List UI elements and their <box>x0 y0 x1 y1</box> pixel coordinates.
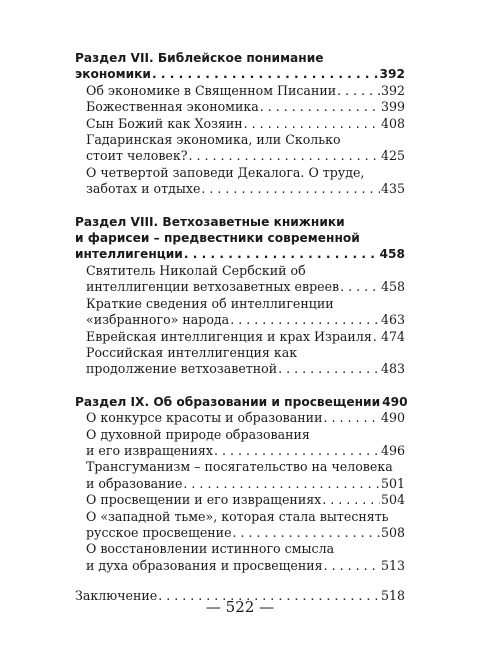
leader-dots <box>324 558 380 574</box>
entry-text: «избранного» народа <box>86 312 230 328</box>
leader-dots <box>214 443 380 459</box>
entry-text: О духовной природе образования <box>86 426 310 442</box>
leader-dots <box>337 83 380 99</box>
entry-text: О «западной тьме», которая стала вытеснять <box>86 508 389 524</box>
page-number: 496 <box>380 442 405 458</box>
section-heading-entry[interactable] <box>75 66 405 82</box>
toc-entry[interactable] <box>75 165 405 198</box>
toc-entry[interactable] <box>75 132 405 165</box>
entry-text: Об экономике в Священном Писании <box>86 82 337 98</box>
entry-text: Святитель Николай Сербский об <box>86 262 306 278</box>
leader-dots <box>183 476 380 492</box>
toc-entry[interactable] <box>75 116 405 132</box>
section-heading-text: Раздел IX. Об образовании и просвещении <box>75 394 381 409</box>
page-number: 513 <box>380 557 405 573</box>
leader-dots <box>278 361 380 377</box>
page-number: 458 <box>380 279 405 295</box>
entry-text: интеллигенции ветхозаветных евреев <box>86 279 340 295</box>
page-number: 463 <box>380 312 405 328</box>
leader-dots <box>323 410 379 426</box>
entry-text: продолжение ветхозаветной <box>86 361 278 377</box>
toc-section <box>75 214 405 378</box>
page-number: 483 <box>380 361 405 377</box>
toc-entry[interactable] <box>75 410 405 426</box>
entry-text: и его извращениях <box>86 442 213 458</box>
page-number: 504 <box>380 492 405 508</box>
section-heading-line: Раздел VII. Библейское понимание <box>75 51 324 65</box>
page-number: 392 <box>379 67 405 82</box>
toc-section <box>75 394 408 574</box>
page-number: 392 <box>380 82 405 98</box>
entry-text: Божественная экономика <box>86 99 259 115</box>
entry-text: Российская интеллигенция как <box>86 344 298 360</box>
toc-entry[interactable] <box>75 99 405 115</box>
leader-dots <box>233 525 380 541</box>
toc-entry[interactable] <box>75 296 405 329</box>
page-number: 458 <box>379 247 405 262</box>
leader-dots <box>230 312 380 328</box>
entry-text: Сын Божий как Хозяин <box>86 115 243 131</box>
entry-text: О восстановлении истинного смысла <box>86 541 335 557</box>
entry-text: Трансгуманизм – посягательство на человека <box>86 459 393 475</box>
table-of-contents <box>75 50 408 605</box>
leader-dots <box>340 279 380 295</box>
entry-text: Краткие сведения об интеллигенции <box>86 295 334 311</box>
entry-text: О четвертой заповеди Декалога. О труде, <box>86 164 365 180</box>
entry-text: О просвещении и его извращениях <box>86 492 322 508</box>
toc-entry[interactable] <box>75 263 405 296</box>
entry-text: и образование <box>86 475 183 491</box>
entry-text: Еврейская интеллигенция и крах Израиля <box>86 328 372 344</box>
toc-entry[interactable] <box>75 459 405 492</box>
section-heading-line: Раздел VIII. Ветхозаветные книжники <box>75 214 345 229</box>
section-heading-text: экономики <box>75 67 151 82</box>
section-heading-entry[interactable] <box>75 246 405 262</box>
entry-text: и духа образования и просвещения <box>86 557 323 573</box>
entry-text: заботах и отдыхе <box>86 181 201 197</box>
entry-text: Заключение <box>75 588 158 604</box>
entry-text: Гадаринская экономика, или Сколько <box>86 132 341 148</box>
section-heading-text: интеллигенции <box>75 247 183 262</box>
page-number: 501 <box>380 475 405 491</box>
page-number: 399 <box>380 99 405 115</box>
toc-entry[interactable] <box>75 329 405 345</box>
page-number: 474 <box>380 328 405 344</box>
section-heading-line: и фарисеи – предвестники современной <box>75 231 360 246</box>
entry-text: стоит человек? <box>86 148 188 164</box>
toc-entry[interactable] <box>75 83 405 99</box>
leader-dots <box>189 148 380 164</box>
leader-dots <box>152 66 379 82</box>
entry-text: О конкурсе красоты и образовании <box>86 410 323 426</box>
page-number: 490 <box>382 394 408 409</box>
leader-dots <box>244 116 380 132</box>
leader-dots <box>260 99 380 115</box>
page-number: 508 <box>380 524 405 540</box>
page-number: 425 <box>380 148 405 164</box>
toc-entry[interactable] <box>75 509 405 542</box>
page-folio: — 522 — <box>205 598 275 616</box>
leader-dots <box>322 492 380 508</box>
toc-entry[interactable] <box>75 541 405 574</box>
leader-dots <box>373 329 380 345</box>
toc-entry[interactable] <box>75 427 405 460</box>
toc-entry[interactable] <box>75 345 405 378</box>
section-heading-entry[interactable] <box>75 394 408 410</box>
page-number: 490 <box>380 410 405 426</box>
page-number: 408 <box>380 115 405 131</box>
toc-section <box>75 50 405 198</box>
page-number: 518 <box>380 588 405 604</box>
toc-entry[interactable] <box>75 492 405 508</box>
leader-dots <box>201 181 380 197</box>
page-number: 435 <box>380 181 405 197</box>
entry-text: русское просвещение <box>86 524 232 540</box>
leader-dots <box>184 246 379 262</box>
